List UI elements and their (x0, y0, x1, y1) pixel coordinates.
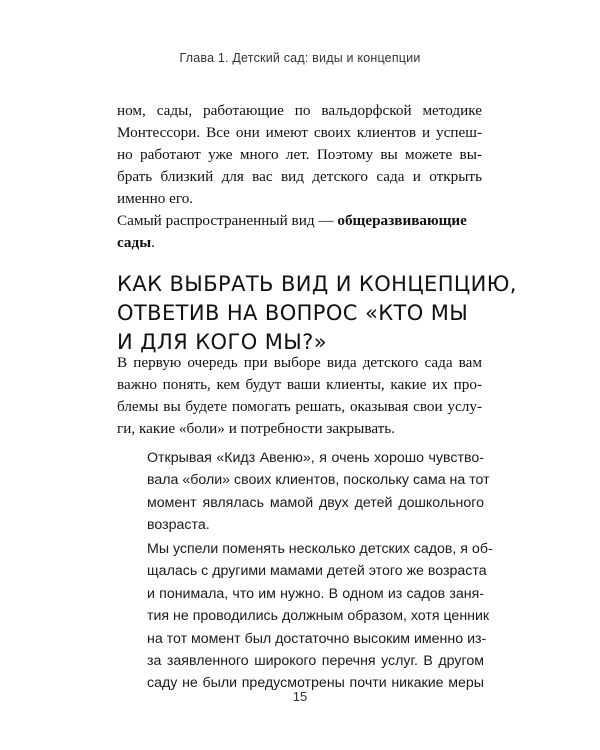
quote-line: за заявленного широкого перечня услуг. В другом (147, 653, 484, 670)
heading-line: И ДЛЯ КОГО МЫ?» (117, 330, 327, 354)
text-line (117, 232, 482, 254)
quote-block (147, 538, 493, 695)
text-line: блемы вы будете помогать решать, оказывая свои услу- (117, 398, 482, 415)
heading-line: КАК ВЫБРАТЬ ВИД И КОНЦЕПЦИЮ, (117, 272, 517, 296)
text-line (117, 210, 482, 232)
text-line: именно его. (117, 190, 194, 207)
text-line: Монтессори. Все они имеют своих клиентов и успеш- (117, 124, 482, 141)
body-paragraph (117, 100, 482, 210)
quote-line: Открывая «Кидз Авеню», я очень хорошо чувство- (147, 450, 484, 466)
quote-line: на тот момент был достаточно высоким именно из- (147, 630, 487, 647)
text-line: ном, сады, работающие по вальдорфской методике (117, 102, 482, 119)
heading-line: ОТВЕТИВ НА ВОПРОС «КТО МЫ (117, 301, 469, 325)
bold-term: сады (117, 234, 152, 251)
page-number: 15 (292, 689, 308, 704)
quote-block (147, 447, 490, 537)
text-line: но работают уже много лет. Поэтому вы можете вы- (117, 146, 482, 163)
quote-line: вала «боли» своих клиентов, поскольку сама на тот (147, 472, 490, 489)
quote-line: возраста. (147, 517, 210, 534)
quote-line: щалась с другими мамами детей этого же возраста (147, 563, 487, 580)
section-heading (117, 270, 517, 357)
text-line: В первую очередь при выборе вида детского сада вам (117, 354, 482, 371)
quote-line: Мы успели поменять несколько детских садов, я об- (147, 541, 493, 557)
quote-line: момент являлась мамой двух детей дошкольного (147, 494, 484, 511)
bold-term: общеразвивающие (337, 212, 467, 229)
text-line: ги, какие «боли» и потребности закрывать. (117, 420, 396, 437)
quote-line: саду не были предусмотрены почти никакие меры (147, 675, 484, 692)
running-head: Глава 1. Детский сад: виды и концепции (179, 51, 421, 65)
text-line: важно понять, кем будут ваши клиенты, какие их про- (117, 376, 482, 393)
text-run: . (151, 234, 155, 251)
body-paragraph (117, 210, 482, 254)
text-run: Самый распространенный вид — (117, 212, 338, 229)
text-line: брать близкий для вас вид детского сада и открыть (117, 168, 482, 185)
body-paragraph (117, 352, 482, 440)
quote-line: тия не проводились должным образом, хотя ценник (147, 608, 490, 625)
quote-line: и понимала, что им нужно. В одном из садов заня- (147, 585, 484, 602)
